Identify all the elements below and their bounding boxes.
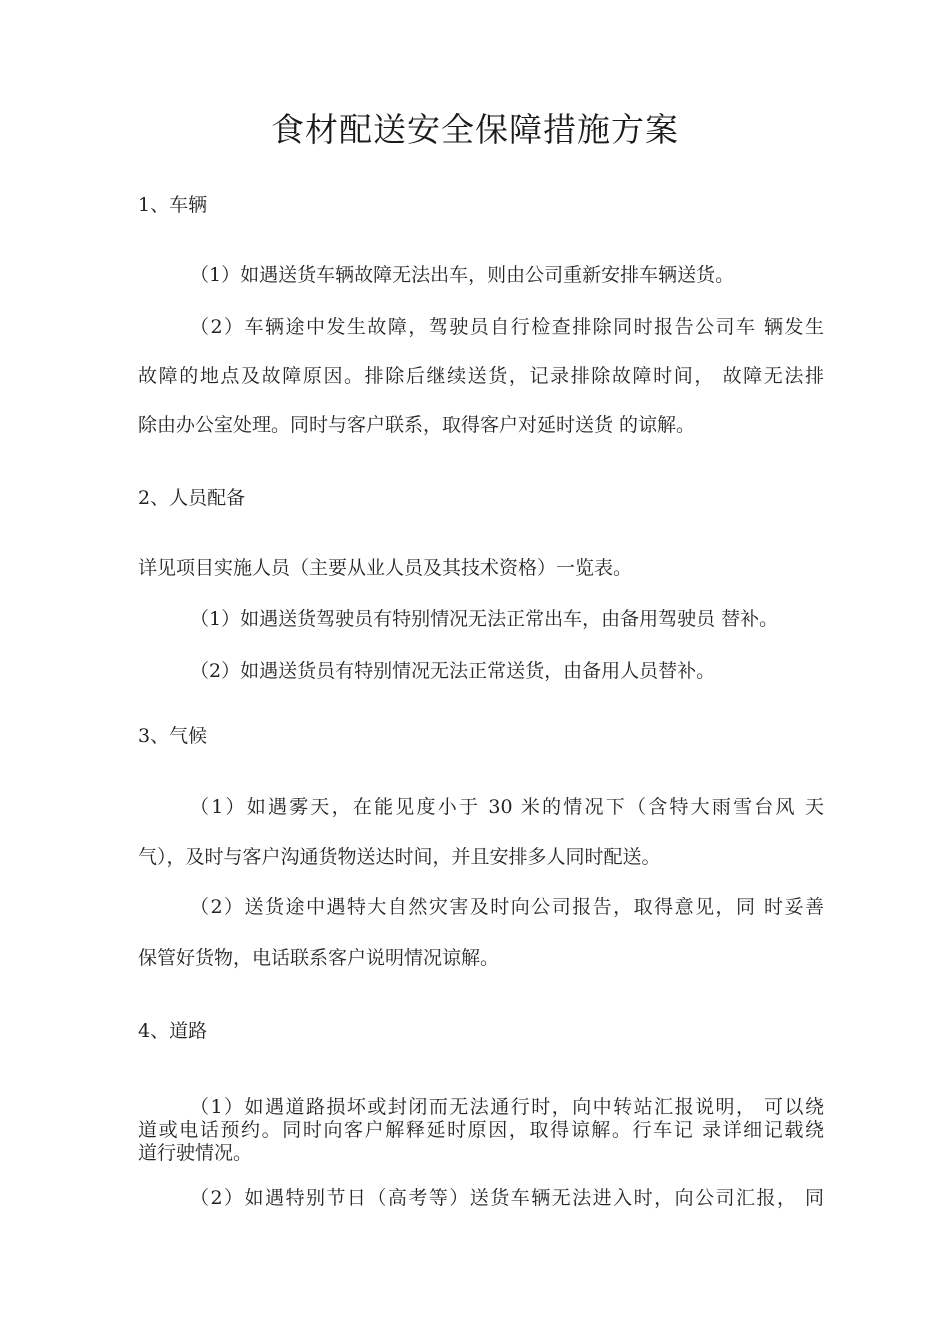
paragraph-line: 故障的地点及故障原因。排除后继续送货，记录排除故障时间， 故障无法排 xyxy=(138,365,824,387)
paragraph-line: （2）如遇特别节日（高考等）送货车辆无法进入时，向公司汇报， 同 xyxy=(190,1187,824,1209)
document-title: 食材配送安全保障措施方案 xyxy=(271,110,679,149)
section-heading-staff: 2、人员配备 xyxy=(138,487,246,509)
paragraph-line: （1）如遇雾天，在能见度小于 30 米的情况下（含特大雨雪台风 天 xyxy=(190,796,824,818)
paragraph-line: （1）如遇送货车辆故障无法出车，则由公司重新安排车辆送货。 xyxy=(190,264,735,286)
paragraph-line: （2）如遇送货员有特别情况无法正常送货，由备用人员替补。 xyxy=(190,660,716,682)
paragraph-line: （1）如遇送货驾驶员有特别情况无法正常出车，由备用驾驶员 替补。 xyxy=(190,608,779,630)
paragraph-line: 详见项目实施人员（主要从业人员及其技术资格）一览表。 xyxy=(138,557,633,579)
paragraph-line: 道或电话预约。同时向客户解释延时原因，取得谅解。行车记 录详细记载绕 xyxy=(138,1119,824,1141)
section-heading-road: 4、道路 xyxy=(138,1020,208,1042)
paragraph-line: 除由办公室处理。同时与客户联系，取得客户对延时送货 的谅解。 xyxy=(138,414,696,436)
paragraph-line: 道行驶情况。 xyxy=(138,1142,253,1164)
paragraph-line: （2）送货途中遇特大自然灾害及时向公司报告，取得意见，同 时妥善 xyxy=(190,896,824,918)
paragraph-line: 保管好货物，电话联系客户说明情况谅解。 xyxy=(138,947,500,969)
paragraph-line: 气），及时与客户沟通货物送达时间，并且安排多人同时配送。 xyxy=(138,846,661,868)
section-heading-vehicle: 1、车辆 xyxy=(138,194,208,216)
paragraph-line: （2）车辆途中发生故障，驾驶员自行检查排除同时报告公司车 辆发生 xyxy=(190,316,824,338)
paragraph-line: （1）如遇道路损坏或封闭而无法通行时，向中转站汇报说明， 可以绕 xyxy=(190,1096,824,1118)
section-heading-weather: 3、气候 xyxy=(138,725,208,747)
